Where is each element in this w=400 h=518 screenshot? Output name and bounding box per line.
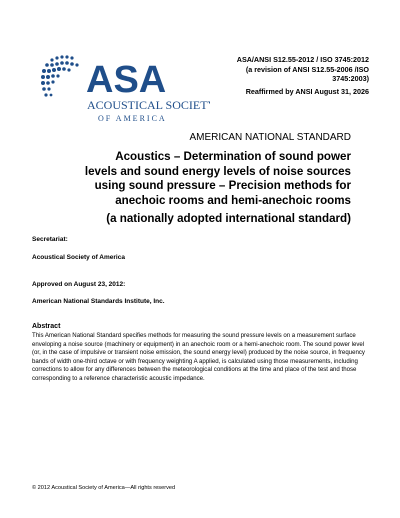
- copyright-footer: © 2012 Acoustical Society of America—All rights reserved: [32, 485, 176, 491]
- sound-wave-dots-icon: [41, 55, 79, 96]
- logo-name-line2: OF AMERICA: [98, 114, 167, 123]
- asa-logo-graphic: [40, 52, 210, 132]
- designation-line: (a revision of ANSI S12.55-2006 /ISO: [245, 64, 369, 74]
- asa-logo: [40, 52, 210, 132]
- title-line: anechoic rooms and hemi-anechoic rooms: [115, 193, 351, 207]
- standard-designation: [219, 55, 369, 84]
- reaffirmation-note: Reaffirmed by ANSI August 31, 2026: [245, 87, 369, 96]
- standard-type-label: AMERICAN NATIONAL STANDARD: [189, 132, 351, 143]
- title-line: levels and sound energy levels of noise sources: [84, 164, 351, 178]
- document-subtitle: (a nationally adopted international standard): [106, 212, 351, 225]
- secretariat-label: Secretariat:: [32, 236, 68, 243]
- logo-name-line1: ACOUSTICAL SOCIETY: [87, 98, 210, 112]
- abstract-heading: Abstract: [32, 323, 61, 330]
- logo-letters: ASA: [86, 59, 167, 101]
- abstract-body: This American National Standard specifies methods for measuring the sound pressure levels on a measurement surface enveloping a noise source (machinery or equipment) in an anechoic room or a hemi-anechoic room. The sound power level (or, in the case of impulsive or transient noise emission, the sound energy level) produced by the noise source, in frequency bands of width one-third octave or with frequency weighting A applied, is calculated using those measurements, including corrections to allow for any differences between the meteorological conditions at the time and place of the test and those corresponding to a reference characteristic acoustic impedance.: [32, 332, 365, 382]
- designation-line: ASA/ANSI S12.55-2012 / ISO 3745:2012: [236, 55, 369, 64]
- document-title: [51, 150, 351, 208]
- approval-value: American National Standards Institute, Inc.: [32, 298, 165, 305]
- approval-label: Approved on August 23, 2012:: [32, 281, 126, 288]
- title-line: Acoustics – Determination of sound power: [115, 150, 351, 163]
- title-line: using sound pressure – Precision methods for: [94, 179, 351, 193]
- secretariat-value: Acoustical Society of America: [32, 254, 125, 261]
- designation-line: 3745:2003): [332, 74, 369, 83]
